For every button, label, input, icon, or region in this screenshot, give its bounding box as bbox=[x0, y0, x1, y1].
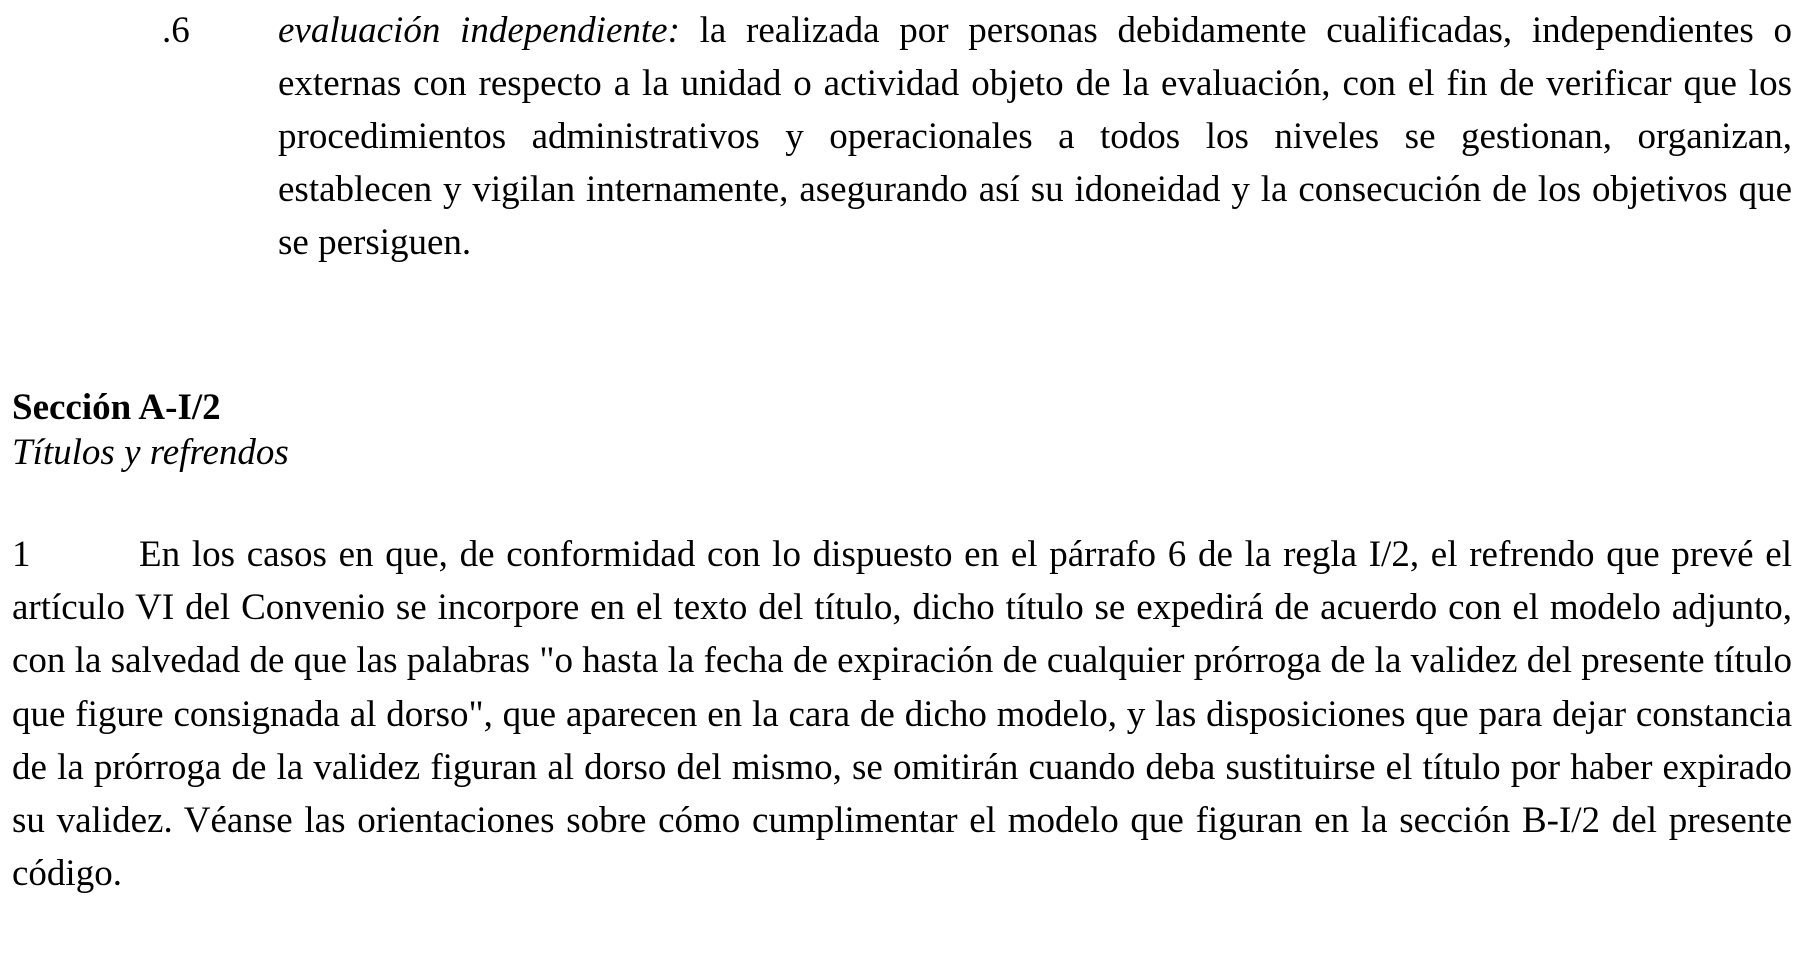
definition-number: .6 bbox=[162, 10, 190, 51]
section-subtitle: Títulos y refrendos bbox=[12, 432, 289, 473]
section-heading: Sección A-I/2 bbox=[12, 387, 221, 428]
definition-body: la realizada por personas debidamente cualificadas, independientes o externas con respecto a la unidad o actividad objeto de la evaluación, con el fin de verificar que los procedimientos administrativos y operacionales a todos los niveles se gestionan, organizan, establecen y vigilan internamente, asegurando así su idoneidad y la consecución de los objetivos que se persiguen. bbox=[278, 10, 1793, 263]
paragraph-1 bbox=[12, 528, 1792, 900]
paragraph-body: En los casos en que, de conformidad con lo dispuesto en el párrafo 6 de la regla I/2, el refrendo que prevé el artículo VI del Convenio se incorpore en el texto del título, dicho título se expedirá de acuerdo con el modelo adjunto, con la salvedad de que las palabras "o hasta la fecha de expiración de cualquier prórroga de la validez del presente título que figure consignada al dorso", que aparecen en la cara de dicho modelo, y las disposiciones que para dejar constancia de la prórroga de la validez figuran al dorso del mismo, se omitirán cuando deba sustituirse el título por haber expirado su validez. Véanse las orientaciones sobre cómo cumplimentar el modelo que figuran en la sección B-I/2 del presente código. bbox=[12, 534, 1792, 895]
definition-term: evaluación independiente: bbox=[278, 10, 680, 51]
definition-item-6 bbox=[12, 4, 1792, 269]
definition-text bbox=[278, 4, 1792, 269]
paragraph-number: 1 bbox=[12, 534, 31, 575]
